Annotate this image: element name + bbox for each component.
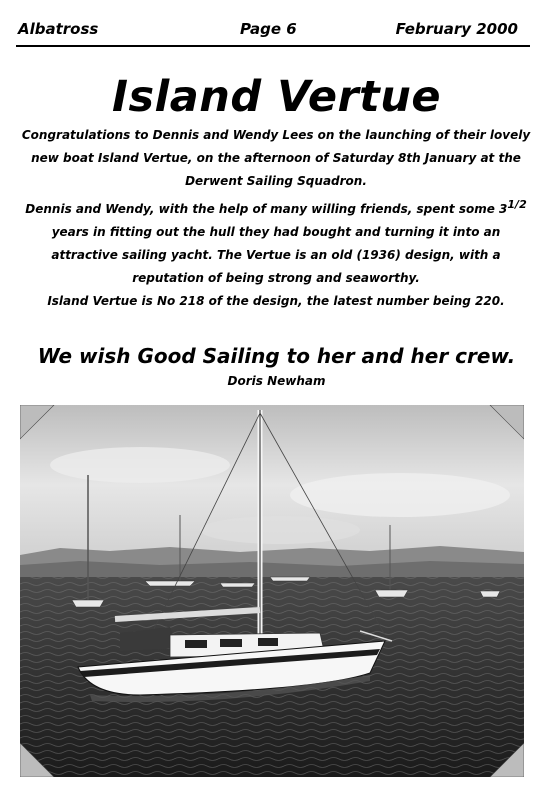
yacht-photo bbox=[20, 405, 524, 777]
wish-line: We wish Good Sailing to her and her crew. bbox=[37, 344, 516, 368]
paragraph-congratulations: Congratulations to Dennis and Wendy Lees on the launching of their lovely new boat Island Vertue, on the afternoon of Saturday 8th January at the Derwent Sailing Squadron. bbox=[21, 128, 531, 188]
page-number: Page 6 bbox=[240, 20, 297, 38]
paragraph-fitting-out-end: years in fitting out the hull they had bought and turning it into an attractive sailing yacht. The Vertue is an old (1936) design, with a reputation of being strong and seaworthy. bbox=[51, 225, 501, 285]
paragraph-fitting-out bbox=[18, 193, 534, 290]
page-header bbox=[18, 20, 518, 44]
author-name: Doris Newham bbox=[227, 374, 326, 388]
article-body bbox=[18, 124, 534, 313]
newsletter-name: Albatross bbox=[18, 20, 99, 38]
fraction-half: 1/2 bbox=[507, 198, 527, 211]
paragraph-fitting-out-start: Dennis and Wendy, with the help of many willing friends, spent some 3 bbox=[25, 202, 508, 216]
issue-date: February 2000 bbox=[395, 20, 518, 38]
paragraph-design-number: Island Vertue is No 218 of the design, the latest number being 220. bbox=[47, 294, 505, 308]
header-rule bbox=[16, 45, 530, 47]
article-title: Island Vertue bbox=[111, 72, 442, 122]
